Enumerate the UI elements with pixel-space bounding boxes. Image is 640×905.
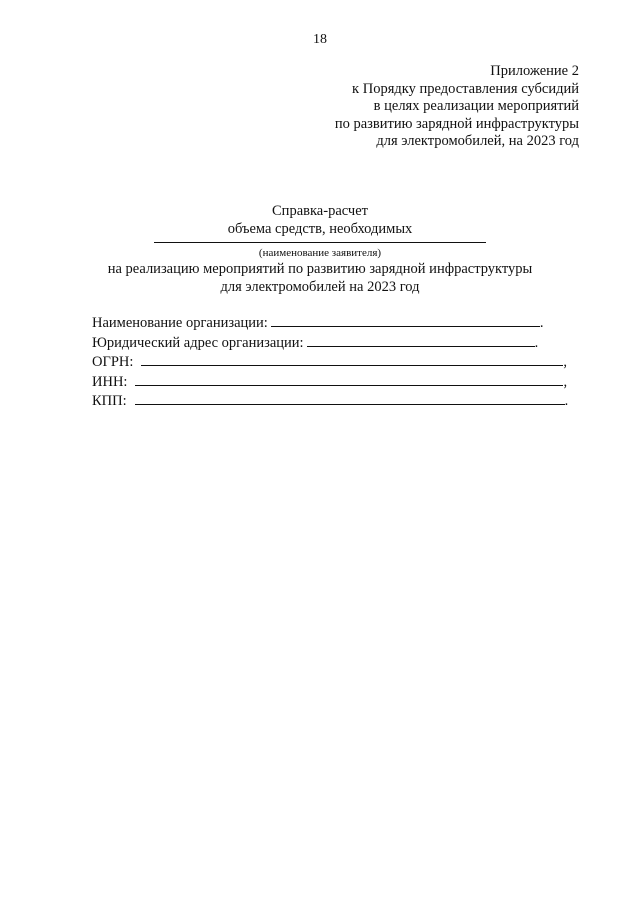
kpp-blank[interactable] (135, 391, 565, 405)
field-inn (92, 372, 568, 392)
field-legal-address (92, 333, 568, 353)
page-number: 18 (313, 32, 327, 47)
document-title (0, 203, 640, 296)
appendix-line: в целях реализации мероприятий (373, 98, 579, 114)
organization-fields (92, 313, 568, 411)
legal-address-blank[interactable] (307, 333, 535, 347)
title-line: объема средств, необходимых (227, 220, 413, 237)
title-line: для электромобилей на 2023 год (220, 278, 420, 295)
field-label: ОГРН: (92, 354, 134, 371)
field-organization-name (92, 313, 568, 333)
appendix-line: по развитию зарядной инфраструктуры (334, 115, 579, 132)
title-line: на реализацию мероприятий по развитию зарядной инфраструктуры (107, 261, 533, 277)
applicant-caption: (наименование заявителя) (258, 247, 382, 259)
field-end-punct: . (534, 334, 539, 351)
field-label: Юридический адрес организации: (92, 334, 304, 351)
applicant-name-blank[interactable] (154, 242, 486, 243)
appendix-header (335, 63, 579, 151)
field-label: КПП: (92, 393, 127, 410)
field-end-punct: . (539, 315, 544, 331)
field-end-punct: . (564, 393, 569, 410)
ogrn-blank[interactable] (141, 352, 563, 366)
appendix-line: Приложение 2 (490, 63, 579, 79)
appendix-line: к Порядку предоставления субсидий (352, 80, 579, 97)
appendix-line: для электромобилей, на 2023 год (376, 133, 579, 149)
inn-blank[interactable] (135, 372, 563, 386)
field-end-punct: , (563, 373, 568, 390)
organization-name-blank[interactable] (271, 313, 540, 327)
field-label: ИНН: (92, 373, 128, 390)
title-line: Справка-расчет (272, 203, 368, 219)
field-end-punct: , (563, 354, 568, 371)
field-ogrn (92, 352, 568, 372)
field-kpp (92, 391, 568, 411)
field-label: Наименование организации: (92, 315, 268, 331)
